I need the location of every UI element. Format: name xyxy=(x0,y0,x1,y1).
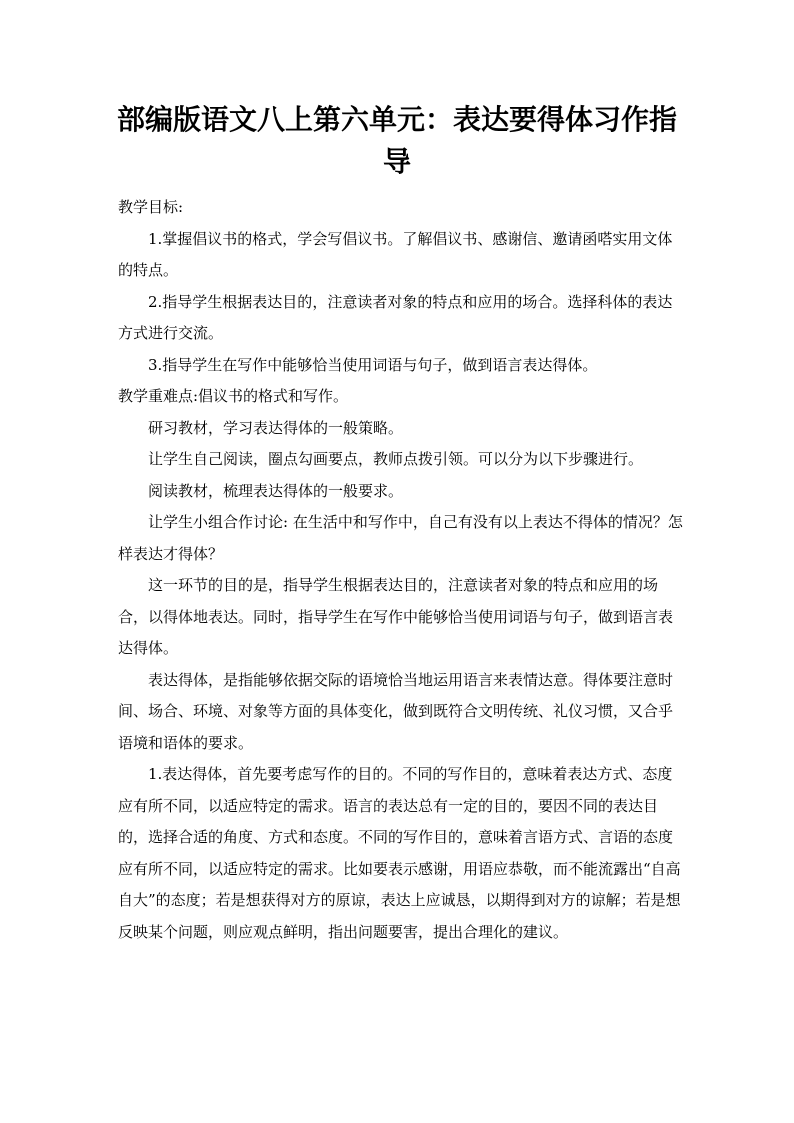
paragraph-goal-3: 3.指导学生在写作中能够恰当使用词语与句子，做到语言表达得体。 xyxy=(148,355,598,374)
paragraph-key-points: 教学重难点:倡议书的格式和写作。 xyxy=(118,387,349,405)
document-title-line-1: 部编版语文八上第六单元：表达要得体习作指 xyxy=(116,103,677,136)
paragraph-study-materials: 研习教材，学习表达得体的一般策略。 xyxy=(148,418,404,437)
document-body xyxy=(118,192,686,948)
paragraph-goal-1: 1.掌握倡议书的格式，学会写倡议书。了解倡议书、感谢信、邀请函嗒实用文体的特点。 xyxy=(118,229,673,279)
paragraph-purpose: 这一环节的目的是，指导学生根据表达目的，注意读者对象的特点和应用的场合，以得体地表达。同时，指导学生在写作中能够恰当使用词语与句子，做到语言表达得体。 xyxy=(118,576,674,657)
paragraph-definition: 表达得体，是指能够依据交际的语境恰当地运用语言来表情达意。得体要注意时间、场合、环境、对象等方面的具体变化，做到既符合文明传统、礼仪习惯，又合乎语境和语体的要求。 xyxy=(118,670,674,752)
paragraph-self-reading: 让学生自己阅读，圈点勾画要点，教师点拨引领。可以分为以下步骤进行。 xyxy=(148,450,644,468)
paragraph-point-1: 1.表达得体，首先要考虑写作的目的。不同的写作目的，意味着表达方式、态度应有所不同，以适应特定的需求。语言的表达总有一定的目的，要因不同的表达目的，选择合适的角度、方式和态度。不同的写作目的，意味着言语方式、言语的态度应有所不同，以适应特定的需求。比如要表示感谢，用语应恭敬，而不能流露出“自高自大”的态度；若是想获得对方的原谅，表达上应诚恳，以期得到对方的谅解；若是想反映某个问题，则应观点鲜明，指出问题要害，提出合理化的建议。 xyxy=(118,765,681,941)
paragraph-read-materials: 阅读教材，梳理表达得体的一般要求。 xyxy=(148,481,404,500)
paragraph-teaching-goals-heading: 教学目标: xyxy=(118,198,184,216)
paragraph-goal-2: 2.指导学生根据表达目的，注意读者对象的特点和应用的场合。选择科体的表达方式进行交流。 xyxy=(118,292,673,342)
document-title-line-2: 导 xyxy=(382,145,411,178)
paragraph-group-discussion: 让学生小组合作讨论: 在生活中和写作中，自己有没有以上表达不得体的情况？怎样表达才得体？ xyxy=(118,513,683,563)
